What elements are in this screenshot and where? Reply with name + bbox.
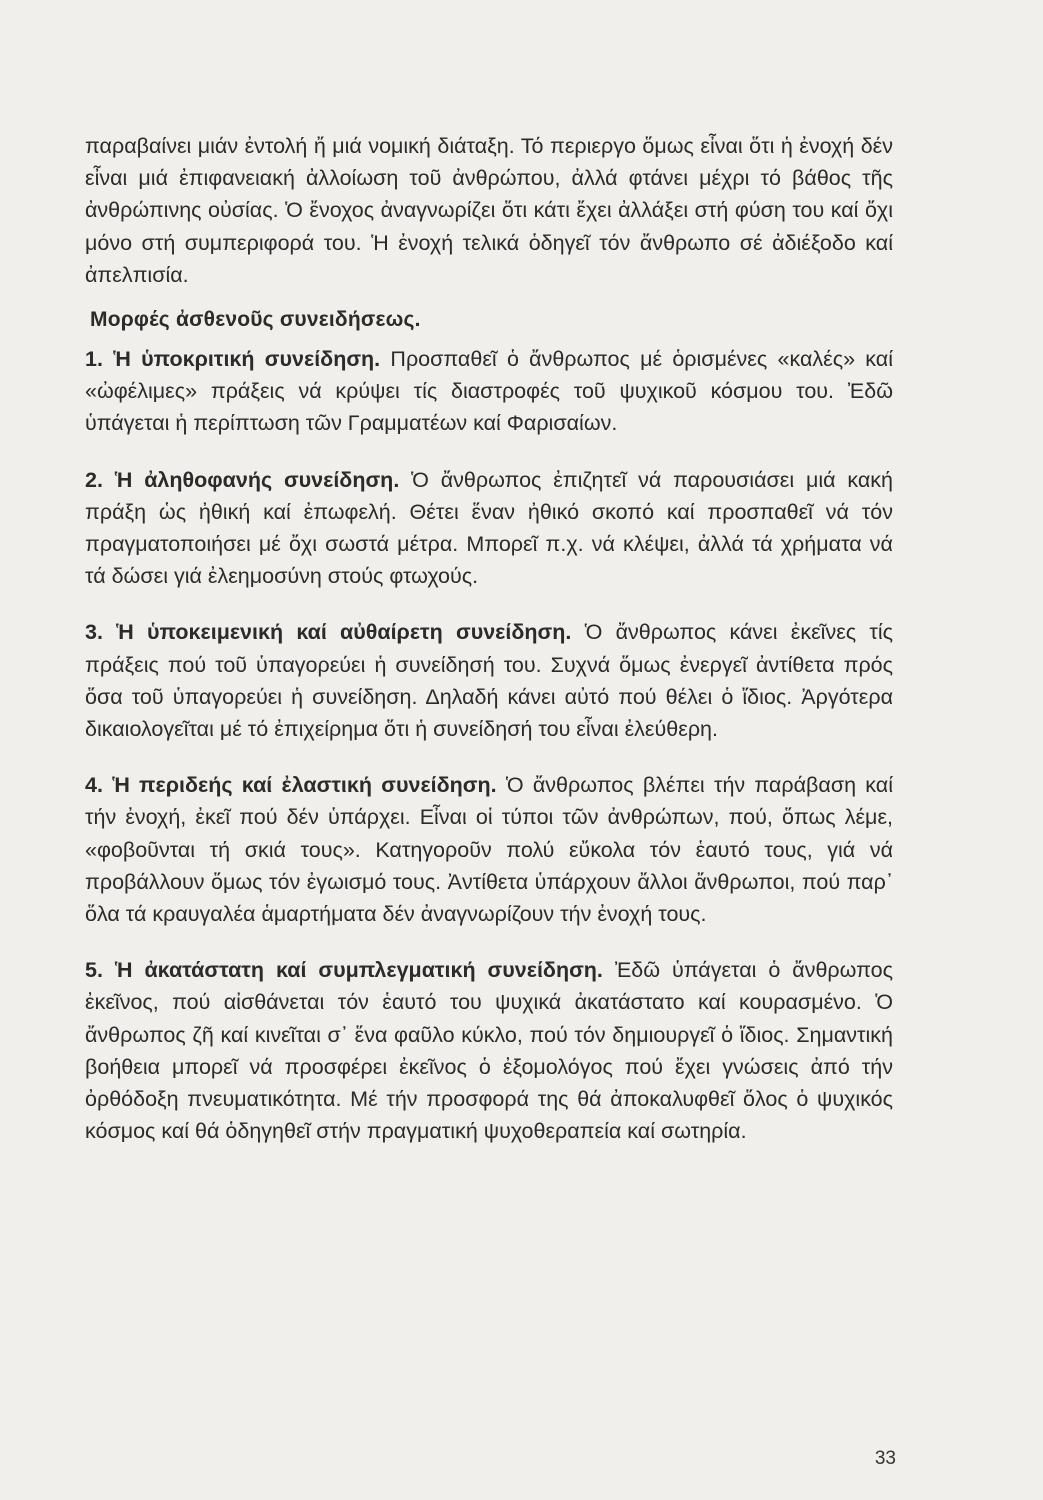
page-number: 33 — [874, 1448, 896, 1469]
item-number: 3. — [85, 620, 103, 645]
item-number: 4. — [85, 773, 103, 798]
item-title: Ἡ ἀληθοφανής συνείδηση. — [114, 467, 400, 492]
list-item-4 — [85, 769, 893, 930]
intro-paragraph: παραβαίνει μιάν ἐντολή ἤ μιά νομική διάταξη. Τό περιεργο ὅμως εἶναι ὅτι ἡ ἐνοχή δέν εἶναι μιά ἐπιφανειακή ἀλλοίωση τοῦ ἀνθρώπου, ἀλλά φτάνει μέχρι τό βάθος τῆς ἀνθρώπινης οὐσίας. Ὁ ἔνοχος ἀναγνωρίζει ὅτι κάτι ἔχει ἀλλάξει στή φύση του καί ὄχι μόνο στή συμπεριφορά του. Ἡ ἐνοχή τελικά ὁδηγεῖ τόν ἄνθρωπο σέ ἀδιέξοδο καί ἀπελπισία. — [85, 134, 893, 287]
list-item-3 — [85, 616, 893, 745]
item-title: Ἡ περιδεής καί ἐλαστική συνείδηση. — [112, 773, 497, 798]
item-number: 1. — [85, 347, 103, 372]
item-text: Ὁ ἄνθρωπος βλέπει τήν παράβαση καί τήν ἐνοχή, ἐκεῖ πού δέν ὑπάρχει. Εἶναι οἱ τύποι τῶν ἀνθρώπων, πού, ὅπως λέμε, «φοβοῦνται τή σκιά τους». Κατηγοροῦν πολύ εὔκολα τόν ἑαυτό τους, γιά νά προβάλλουν ὅμως τόν ἐγωισμό τους. Ἀντίθετα ὑπάρχουν ἄλλοι ἄνθρωποι, πού παρ᾽ ὅλα τά κραυγαλέα ἁμαρτήματα δέν ἀναγνωρίζουν τήν ἐνοχή τους. — [85, 773, 893, 927]
item-text: Ὁ ἄνθρωπος κάνει ἐκεῖνες τίς πράξεις πού τοῦ ὑπαγορεύει ἡ συνείδησή του. Συχνά ὅμως ἐνεργεῖ ἀντίθετα πρός ὅσα τοῦ ὑπαγορεύει ἡ συνείδηση. Δηλαδή κάνει αὐτό πού θέλει ὁ ἴδιος. Ἀργότερα δικαιολογεῖται μέ τό ἐπιχείρημα ὅτι ἡ συνείδησή του εἶναι ἐλεύθερη. — [85, 620, 893, 742]
section-heading: Μορφές ἀσθενοῦς συνειδήσεως. — [90, 308, 421, 332]
list-item-1 — [85, 343, 893, 440]
item-text: Ἐδῶ ὑπάγεται ὁ ἄνθρωπος ἐκεῖνος, πού αἰσθάνεται τόν ἑαυτό του ψυχικά ἀκατάστατο καί κουρασμένο. Ὁ ἄνθρωπος ζῆ καί κινεῖται σ᾽ ἕνα φαῦλο κύκλο, πού τόν δημιουργεῖ ὁ ἴδιος. Σημαντική βοήθεια μπορεῖ νά προσφέρει ἐκεῖνος ὁ ἐξομολόγος πού ἔχει γνώσεις ἀπό τήν ὀρθόδοξη πνευματικότητα. Μέ τήν προσφορά της θά ἀποκαλυφθεῖ ὅλος ὁ ψυχικός κόσμος καί θά ὁδηγηθεῖ στήν πραγματική ψυχοθεραπεία καί σωτηρία. — [85, 958, 893, 1144]
list-item-5 — [85, 954, 893, 1147]
item-number: 5. — [85, 958, 103, 983]
item-text: Προσπαθεῖ ὁ ἄνθρωπος μέ ὁρισμένες «καλές» καί «ὠφέλιμες» πράξεις νά κρύψει τίς διαστροφές τοῦ ψυχικοῦ κόσμου του. Ἐδῶ ὑπάγεται ἡ περίπτωση τῶν Γραμματέων καί Φαρισαίων. — [85, 347, 893, 436]
item-title: Ἡ ὑποκριτική συνείδηση. — [113, 347, 381, 372]
item-text: Ὁ ἄνθρωπος ἐπιζητεῖ νά παρουσιάσει μιά κακή πράξη ὡς ἠθική καί ἐπωφελή. Θέτει ἕναν ἠθικό σκοπό καί προσπαθεῖ νά τόν πραγματοποιήσει μέ ὄχι σωστά μέτρα. Μπορεῖ π.χ. νά κλέψει, ἀλλά τά χρήματα νά τά δώσει γιά ἐλεημοσύνη στούς φτωχούς. — [85, 467, 893, 589]
list-item-2 — [85, 464, 893, 593]
item-number: 2. — [85, 467, 103, 492]
item-title: Ἡ ὑποκειμενική καί αὐθαίρετη συνείδηση. — [116, 620, 572, 645]
item-title: Ἡ ἀκατάστατη καί συμπλεγματική συνείδηση. — [114, 958, 603, 983]
